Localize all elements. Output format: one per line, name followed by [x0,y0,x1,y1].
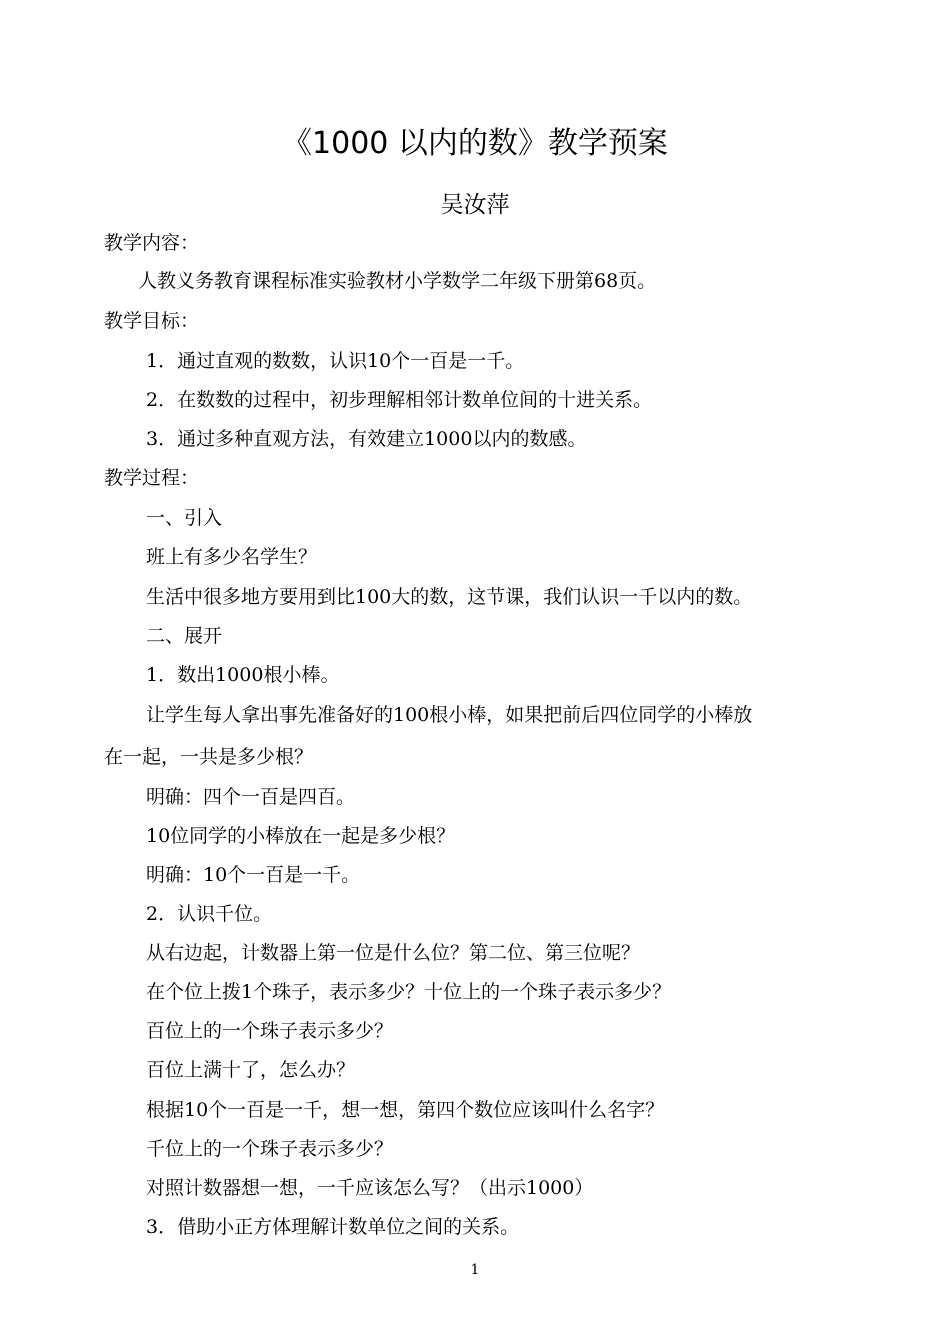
content-heading: 教学内容： [104,232,200,254]
develop-line: 2．认识千位。 [146,903,273,925]
goal-item: 1．通过直观的数数，认识10个一百是一千。 [146,350,525,372]
develop-line: 明确：四个一百是四百。 [146,786,356,808]
develop-line: 百位上的一个珠子表示多少？ [146,1020,394,1042]
goal-item: 3．通过多种直观方法，有效建立1000以内的数感。 [146,428,587,450]
develop-line: 1．数出1000根小棒。 [146,664,340,686]
author-name: 吴汝萍 [440,192,510,218]
goal-item: 2．在数数的过程中，初步理解相邻计数单位间的十进关系。 [146,389,653,411]
intro-heading: 一、引入 [146,507,223,529]
develop-line: 在个位上拨1个珠子，表示多少？十位上的一个珠子表示多少？ [146,981,672,1003]
develop-line: 千位上的一个珠子表示多少？ [146,1138,394,1160]
develop-line: 对照计数器想一想，一千应该怎么写？（出示1000） [146,1177,594,1199]
develop-line: 百位上满十了，怎么办？ [146,1059,356,1081]
develop-line: 从右边起，计数器上第一位是什么位？第二位、第三位呢？ [146,942,641,964]
develop-line: 让学生每人拿出事先准备好的100根小棒，如果把前后四位同学的小棒放 [146,704,753,726]
process-heading: 教学过程： [104,467,200,489]
develop-line: 10位同学的小棒放在一起是多少根？ [146,825,456,847]
document-title: 《1000 以内的数》教学预案 [282,126,668,161]
page-number: 1 [470,1262,480,1278]
goals-heading: 教学目标： [104,310,200,332]
develop-line: 根据10个一百是一千，想一想，第四个数位应该叫什么名字？ [146,1099,665,1121]
develop-line: 明确：10个一百是一千。 [146,864,361,886]
develop-line: 3．借助小正方体理解计数单位之间的关系。 [146,1216,520,1238]
intro-line: 生活中很多地方要用到比100大的数，这节课，我们认识一千以内的数。 [146,586,753,608]
intro-line: 班上有多少名学生？ [146,546,318,568]
develop-line: 在一起，一共是多少根？ [104,746,314,768]
develop-heading: 二、展开 [146,625,223,647]
content-text: 人教义务教育课程标准实验教材小学数学二年级下册第68页。 [138,270,657,292]
